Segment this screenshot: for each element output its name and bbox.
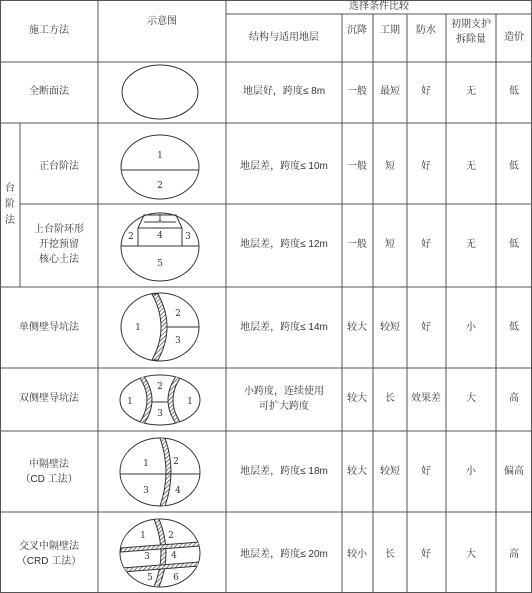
diagram-crd-method (120, 519, 200, 587)
row-method: 全断面法 (29, 86, 69, 97)
diagram-label: 2 (128, 232, 134, 242)
row-method: 正台阶法 (39, 161, 79, 172)
header-duration: 工期 (380, 25, 400, 36)
diagram-label: 3 (175, 336, 181, 346)
diagram-label: 2 (168, 531, 174, 541)
row-settlement: 一般 (347, 86, 367, 97)
diagram-label: 3 (157, 409, 163, 419)
row-duration: 短 (385, 161, 395, 172)
row-waterproof: 效果差 (411, 393, 441, 404)
row-settlement: 较大 (347, 322, 367, 333)
header-structure: 结构与适用地层 (249, 32, 319, 43)
row-method: 开挖预留 (39, 239, 79, 250)
row-waterproof: 好 (421, 322, 431, 333)
header-method: 施工方法 (29, 25, 69, 36)
row-settlement: 较小 (347, 549, 367, 560)
row-waterproof: 好 (421, 466, 431, 477)
diagram-label: 1 (187, 397, 193, 407)
diagram-label: 1 (127, 397, 133, 407)
diagram-label: 2 (157, 181, 163, 191)
row-structure: 地层差，跨度≤ 10m (240, 161, 328, 172)
row-settlement: 较大 (347, 393, 367, 404)
diagram-label: 2 (173, 457, 179, 467)
row-duration: 长 (385, 393, 395, 404)
row-removal: 小 (466, 466, 476, 477)
header-support-removal-line1: 初期支护 (451, 19, 491, 30)
row-method: 上台阶环形 (34, 224, 84, 235)
row-cost: 高 (509, 549, 519, 560)
row-duration: 短 (385, 239, 395, 250)
header-compare: 选择条件比较 (349, 1, 409, 12)
header-settlement: 沉降 (347, 25, 367, 36)
row-waterproof: 好 (421, 86, 431, 97)
row-method: 双侧壁导坑法 (19, 393, 79, 404)
row-method: （CRD 工法） (16, 556, 82, 567)
row-duration: 较短 (380, 466, 400, 477)
diagram-label: 1 (140, 531, 146, 541)
row-cost: 低 (509, 322, 519, 333)
diagram-label: 1 (157, 214, 163, 224)
row-method: 单侧壁导坑法 (19, 322, 79, 333)
row-duration: 长 (385, 549, 395, 560)
row-removal: 小 (466, 322, 476, 333)
row-cost: 低 (509, 161, 519, 172)
header-waterproof: 防水 (416, 25, 436, 36)
diagram-label: 1 (143, 459, 149, 469)
diagram-label: 6 (173, 573, 179, 583)
row-waterproof: 好 (421, 549, 431, 560)
header-support-removal-line2: 拆除量 (456, 34, 486, 45)
diagram-label: 3 (143, 486, 149, 496)
row-removal: 无 (466, 239, 476, 250)
diagram-label: 4 (157, 231, 163, 241)
diagram-label: 4 (171, 551, 177, 561)
row-method: 中隔壁法 (29, 459, 69, 470)
group-label-char: 阶 (5, 199, 15, 210)
row-method: 核心土法 (39, 254, 79, 265)
row-waterproof: 好 (421, 161, 431, 172)
row-cost: 高 (509, 393, 519, 404)
row-structure: 小跨度，连续使用 (244, 386, 324, 397)
diagram-label: 2 (175, 309, 181, 319)
diagram-label: 2 (157, 382, 163, 392)
row-waterproof: 好 (421, 239, 431, 250)
diagram-label: 5 (157, 259, 163, 269)
row-settlement: 一般 (347, 161, 367, 172)
row-settlement: 一般 (347, 239, 367, 250)
row-duration: 最短 (380, 86, 400, 97)
diagram-label: 1 (135, 323, 141, 333)
row-removal: 大 (466, 393, 476, 404)
group-label-char: 法 (5, 215, 15, 226)
diagram-label: 3 (144, 552, 150, 562)
group-label-char: 台 (5, 183, 15, 194)
diagram-label: 4 (175, 486, 181, 496)
header-cost: 造价 (504, 32, 524, 43)
row-structure: 地层差，跨度≤ 14m (240, 322, 328, 333)
row-cost: 低 (509, 239, 519, 250)
row-structure: 地层差，跨度≤ 18m (240, 466, 328, 477)
diagram-label: 3 (185, 232, 191, 242)
diagram-single-side-drift (121, 293, 199, 361)
row-method: 交叉中隔壁法 (19, 541, 79, 552)
row-duration: 较短 (380, 322, 400, 333)
row-settlement: 较大 (347, 466, 367, 477)
diagram-cd-method (120, 438, 200, 506)
row-cost: 低 (509, 86, 519, 97)
row-removal: 无 (466, 86, 476, 97)
row-structure: 可扩大跨度 (259, 401, 309, 412)
diagram-full-section (122, 65, 198, 119)
row-removal: 无 (466, 161, 476, 172)
row-structure: 地层差，跨度≤ 12m (240, 239, 328, 250)
header-diagram: 示意图 (147, 16, 177, 27)
diagram-label: 1 (157, 151, 163, 161)
row-structure: 地层好，跨度≤ 8m (242, 86, 326, 97)
diagram-label: 5 (147, 573, 153, 583)
row-method: （CD 工法） (20, 474, 78, 485)
row-structure: 地层差，跨度≤ 20m (240, 549, 328, 560)
row-cost: 偏高 (504, 466, 524, 477)
row-removal: 大 (466, 549, 476, 560)
